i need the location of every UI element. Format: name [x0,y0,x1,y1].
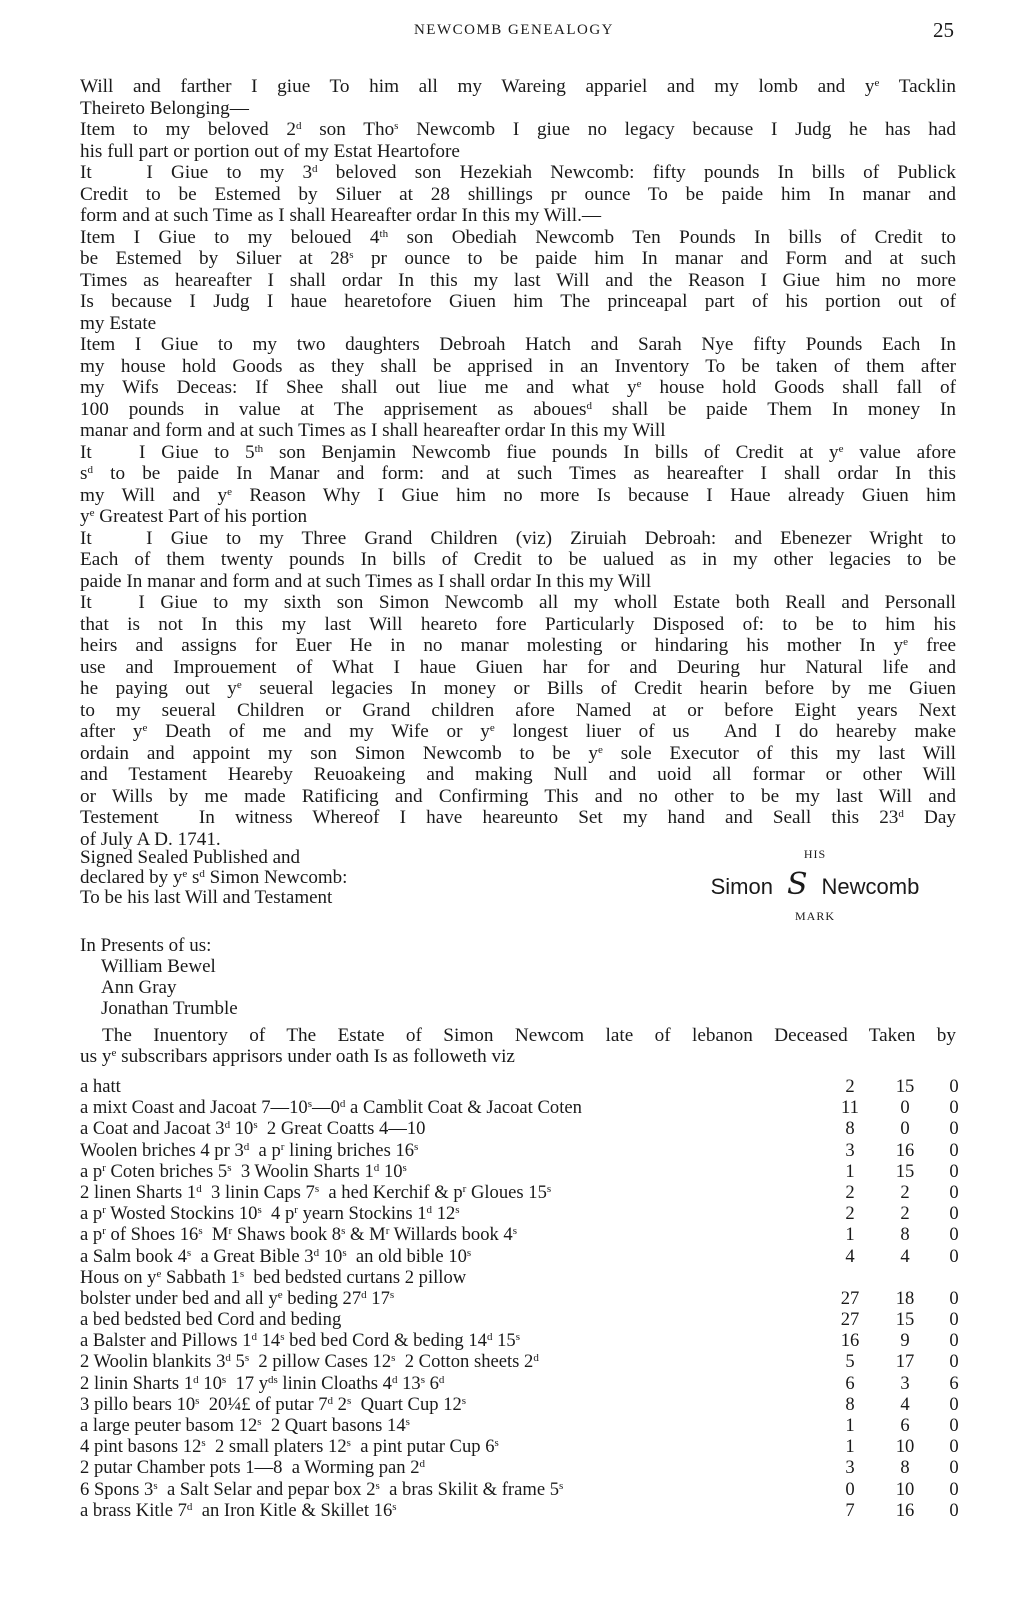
pounds-value: 27 [840,1287,860,1309]
item-description: 2 linin Sharts 1$^d$ 10$^s$ 17 $y^{ds}$ linin Cloaths 4$^d$ 13$^s$ 6$^d$ [80,1372,445,1394]
inventory-row [80,1224,960,1245]
witness-name: William Bewel [101,956,216,977]
inventory-row [80,1161,960,1182]
witness-list [80,935,238,1019]
will-line: Item I Giue to my beloued 4th son Obediah Newcomb Ten Pounds In bills of Credit to [80,226,957,248]
page-number: 25 [933,18,954,42]
item-description: a hatt [80,1076,121,1097]
inventory-row [80,1288,960,1309]
pence-value: 0 [949,1160,959,1182]
inventory-row [80,1118,960,1139]
pence-value: 0 [949,1287,959,1309]
shillings-value: 8 [900,1224,910,1246]
item-description: Woolen briches 4 pr 3$^d$ a $p^r$ lining briches 16$^s$ [80,1139,419,1161]
witness-name: Jonathan Trumble [101,998,238,1019]
will-line: to my seueral Children or Grand children afore Named at or before Eight years Next [80,699,956,721]
pence-value: 0 [949,1330,959,1352]
signature-block [80,848,956,938]
pounds-value: 1 [845,1436,855,1458]
item-description: 2 linen Sharts 1$^d$ 3 linin Caps 7$^s$ a hed Kerchif & $p^r$ Gloues 15$^s$ [80,1181,552,1203]
page-header [0,18,1028,46]
pounds-value: 2 [845,1181,855,1203]
will-line: he paying out $y^e$ seueral legacies In money or Bills of Credit hearin before by me Giuen [80,678,956,699]
pounds-value: 1 [845,1415,855,1436]
will-line: It I Giue to my 3$^d$ beloved son Hezekiah Newcomb: fifty pounds In bills of Publick [80,162,956,183]
attestation-line: declared by $y^e$ $s^d$ Simon Newcomb: [80,867,348,888]
shillings-value: 18 [895,1287,915,1309]
will-line: of July A D. 1741. [80,828,221,850]
will-line: my Estate [80,312,157,334]
shillings-value: 16 [895,1499,915,1521]
inventory-row [80,1457,960,1478]
inventory-row [80,1246,960,1267]
inventory-row [80,1330,960,1351]
pounds-value: 11 [841,1097,859,1119]
will-line: or Wills by me made Ratificing and Confirming This and no other to be my last Will and [80,785,956,807]
pounds-value: 4 [845,1245,855,1267]
pence-value: 0 [949,1415,959,1436]
shillings-value: 16 [895,1139,915,1161]
shillings-value: 2 [900,1203,910,1225]
pence-value: 0 [949,1224,959,1246]
attestation-line: To be his last Will and Testament [80,887,333,908]
will-line: Is because I Judg I haue hearetofore Giuen him The princeapal part of his portion out of [80,291,956,312]
will-line: after $y^e$ Death of me and my Wife or $y^e$ longest liuer of us And I do heareby make [80,721,956,742]
inventory-row [80,1415,960,1436]
will-line: Item I Giue to my two daughters Debroah Hatch and Sarah Nye fifty Pounds Each In [80,334,956,355]
pounds-value: 8 [845,1118,855,1140]
item-description: a large peuter basom 12$^s$ 2 Quart basons 14$^s$ [80,1415,410,1436]
shillings-value: 8 [900,1457,910,1479]
item-description: a $p^r$ of Shoes 16$^s$ $M^r$ Shaws book 8$^s$ & $M^r$ Willards book 4$^s$ [80,1224,518,1246]
pence-value: 0 [949,1181,959,1203]
will-line: Each of them twenty pounds In bills of Credit to be ualued as in my other legacies to be [80,549,956,570]
his-label: HIS [803,847,827,861]
will-line: be Estemed by Siluer at 28$^s$ pr ounce to be paide him In manar and Form and at such [80,248,956,269]
item-description: Hous on $y^e$ Sabbath 1$^s$ bed bedsted curtans 2 pillow [80,1266,467,1288]
pence-value: 0 [949,1436,959,1458]
item-description: 6 Spons 3$^s$ a Salt Selar and pepar box 2$^s$ a bras Skilit & frame 5$^s$ [80,1478,564,1500]
pounds-value: 0 [845,1478,855,1500]
inventory-table [80,1076,960,1521]
will-line: Testement In witness Whereof I have heareunto Set my hand and Seall this 23$^d$ Day [80,807,957,828]
inventory-intro [80,1025,956,1067]
shillings-value: 2 [900,1181,910,1203]
will-line: Credit to be Estemed by Siluer at 28 shillings pr ounce To be paide him In manar and [80,183,956,205]
item-description: 2 putar Chamber pots 1—8 a Worming pan 2$^d$ [80,1457,426,1479]
will-text [80,76,956,850]
inventory-row [80,1203,960,1224]
will-line: my house hold Goods as they shall be apprised in an Inventory To be taken of them after [80,355,956,377]
item-description: 2 Woolin blankits 3$^d$ 5$^s$ 2 pillow Cases 12$^s$ 2 Cotton sheets 2$^d$ [80,1351,539,1373]
shillings-value: 4 [900,1245,910,1267]
shillings-value: 3 [900,1372,910,1394]
inventory-row [80,1436,960,1457]
inventory-row [80,1267,960,1288]
will-line: that is not In this my last Will heareto fore Particularly Disposed of: to be to him his [80,613,956,635]
signature-last-name: Newcomb [821,874,920,899]
shillings-value: 0 [900,1118,910,1140]
inventory-row [80,1373,960,1394]
will-line: heirs and assigns for Euer He in no manar molesting or hindaring his mother In $y^e$ free [80,635,957,656]
pence-value: 0 [949,1139,959,1161]
will-line: manar and form and at such Times as I shall heareafter ordar In this my Will [80,420,666,441]
signature-name [685,868,945,904]
item-description: a Salm book 4$^s$ a Great Bible 3$^d$ 10$^s$ an old bible 10$^s$ [80,1245,472,1267]
inventory-row [80,1097,960,1118]
signature-first-name: Simon [710,874,773,899]
will-line: my Wifs Deceas: If Shee shall out liue me and what $y^e$ house hold Goods shall fall of [80,377,956,398]
inventory-row [80,1182,960,1203]
inventory-row [80,1076,960,1097]
inventory-row [80,1351,960,1372]
pence-value: 0 [949,1097,959,1119]
shillings-value: 0 [900,1097,910,1119]
will-line: Item to my beloved 2$^d$ son Tho$^s$ Newcomb I giue no legacy because I Judg he has had [80,119,956,140]
will-line: It I Giue to 5th son Benjamin Newcomb fiue pounds In bills of Credit at $y^e$ value afore [80,441,956,463]
shillings-value: 9 [900,1330,910,1352]
shillings-value: 10 [895,1478,915,1500]
witness-name: Ann Gray [101,977,177,998]
pounds-value: 6 [845,1372,855,1394]
pounds-value: 16 [840,1330,860,1352]
shillings-value: 10 [895,1436,915,1458]
pence-value: 0 [949,1118,959,1140]
attestation-clause [80,848,347,908]
pounds-value: 2 [845,1203,855,1225]
item-description: a $p^r$ Wosted Stockins 10$^s$ 4 $p^r$ yearn Stockins 1$^d$ 12$^s$ [80,1203,460,1225]
item-description: 4 pint basons 12$^s$ 2 small platers 12$^s$ a pint putar Cup 6$^s$ [80,1436,499,1458]
will-line: Theireto Belonging— [80,97,249,119]
mark-label: MARK [794,909,835,923]
pence-value: 0 [949,1203,959,1225]
item-description: a Coat and Jacoat 3$^d$ 10$^s$ 2 Great Coatts 4—10 [80,1118,426,1140]
will-line: his full part or portion out of my Estat Heartofore [80,140,460,162]
inventory-row [80,1140,960,1161]
inventory-intro-line: us $y^e$ subscribars apprisors under oath Is as followeth viz [80,1046,515,1067]
will-line: It I Giue to my sixth son Simon Newcomb all my wholl Estate both Reall and Personall [80,592,956,613]
pounds-value: 8 [845,1393,855,1415]
inventory-row [80,1309,960,1330]
shillings-value: 17 [895,1351,915,1373]
pence-value: 0 [949,1499,959,1521]
shillings-value: 15 [895,1309,915,1331]
will-line: use and Improuement of What I haue Giuen har for and Deuring hur Natural life and [80,656,956,678]
pounds-value: 1 [845,1160,855,1182]
will-line: $s^d$ to be paide In Manar and form: and at such Times as heareafter I shall ordar In this [80,463,956,484]
shillings-value: 4 [900,1393,910,1415]
will-line: form and at such Time as I shall Heareafter ordar In this my Will.— [80,205,602,226]
pence-value: 6 [949,1372,959,1394]
inventory-intro-line: The Inuentory of The Estate of Simon Newcom late of lebanon Deceased Taken by [102,1025,956,1046]
shillings-value: 6 [900,1415,910,1436]
will-line: 100 pounds in value at The apprisement as aboues$^d$ shall be paide Them In money In [80,398,957,420]
will-line: Times as heareafter I shall ordar In this my last Will and the Reason I Giue him no more [80,269,956,291]
attestation-line: Signed Sealed Published and [80,847,301,868]
pounds-value: 1 [845,1224,855,1246]
shillings-value: 15 [895,1076,915,1097]
will-line: my Will and $y^e$ Reason Why I Giue him no more Is because I Haue already Giuen him [80,484,956,506]
item-description: a Balster and Pillows 1$^d$ 14$^s$ bed bed Cord & beding 14$^d$ 15$^s$ [80,1330,520,1352]
pence-value: 0 [949,1393,959,1415]
pounds-value: 27 [840,1309,860,1331]
pence-value: 0 [949,1076,959,1097]
pounds-value: 3 [845,1457,855,1479]
pence-value: 0 [949,1245,959,1267]
pence-value: 0 [949,1309,959,1331]
item-description: 3 pillo bears 10$^s$ 20¼£ of putar 7$^d$ 2$^s$ Quart Cup 12$^s$ [80,1393,467,1415]
pounds-value: 7 [845,1499,855,1521]
inventory-row [80,1394,960,1415]
testator-signature [685,844,945,926]
item-description: bolster under bed and all $y^e$ beding 27$^d$ 17$^s$ [80,1287,395,1309]
pounds-value: 3 [845,1139,855,1161]
inventory-row [80,1479,960,1500]
item-description: a mixt Coast and Jacoat 7—10$^s$—0$^d$ a Camblit Coat & Jacoat Coten [80,1097,582,1119]
pounds-value: 2 [845,1076,855,1097]
pence-value: 0 [949,1457,959,1479]
item-description: a brass Kitle 7$^d$ an Iron Kitle & Skillet 16$^s$ [80,1499,397,1521]
item-description: a $p^r$ Coten briches 5$^s$ 3 Woolin Sharts 1$^d$ 10$^s$ [80,1160,407,1182]
pence-value: 0 [949,1351,959,1373]
pounds-value: 5 [845,1351,855,1373]
will-line: It I Giue to my Three Grand Children (viz) Ziruiah Debroah: and Ebenezer Wright to [80,527,956,549]
shillings-value: 15 [895,1160,915,1182]
item-description: a bed bedsted bed Cord and beding [80,1309,342,1331]
will-line: and Testament Heareby Reuoakeing and making Null and uoid all formar or other Will [80,764,956,785]
inventory-row [80,1500,960,1521]
will-line: $y^e$ Greatest Part of his portion [80,506,308,527]
running-title: NEWCOMB GENEALOGY [413,22,615,38]
mark-glyph: S [786,867,808,902]
will-line: ordain and appoint my son Simon Newcomb to be $y^e$ sole Executor of this my last Will [80,742,956,764]
pence-value: 0 [949,1478,959,1500]
will-line: paide In manar and form and at such Times as I shall ordar In this my Will [80,570,652,592]
will-line: Will and farther I giue To him all my Wareing appariel and my lomb and $y^e$ Tacklin [80,76,956,97]
witness-heading: In Presents of us: [80,935,212,956]
